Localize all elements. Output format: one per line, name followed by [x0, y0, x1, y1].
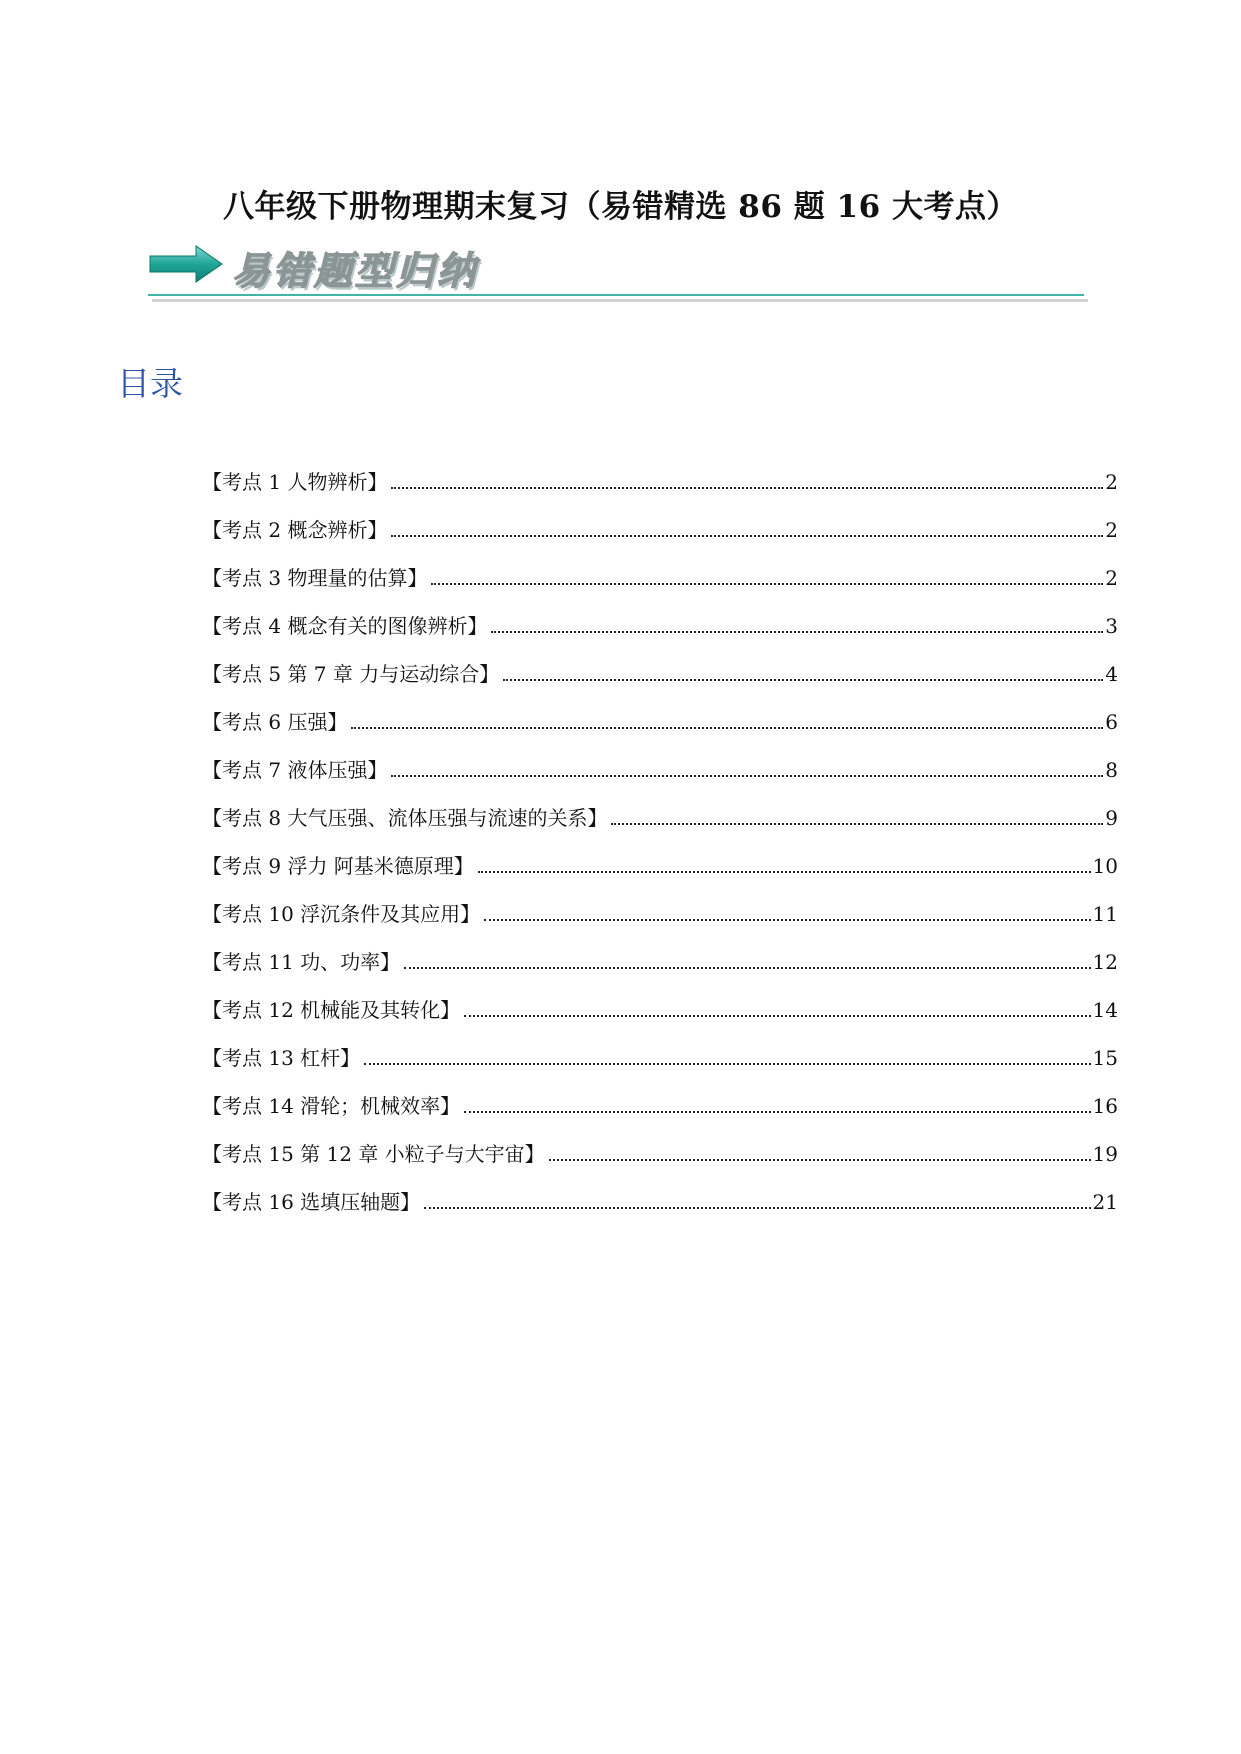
toc-entry-page: 21	[1092, 1190, 1118, 1214]
toc-dot-leader	[364, 1062, 1090, 1065]
toc-entry-label: 【考点 12 机械能及其转化】	[202, 998, 461, 1022]
toc-entry[interactable]	[202, 1166, 1118, 1214]
toc-entry[interactable]	[202, 974, 1118, 1022]
toc-entry-page: 16	[1092, 1094, 1118, 1118]
toc-entry[interactable]	[202, 878, 1118, 926]
banner-rule	[148, 294, 1084, 296]
toc-entry-page: 6	[1105, 710, 1118, 734]
toc-entry[interactable]	[202, 782, 1118, 830]
toc-entry-page: 3	[1105, 614, 1118, 638]
toc-entry-label: 【考点 1 人物辨析】	[202, 470, 388, 494]
toc-entry-label: 【考点 5 第 7 章 力与运动综合】	[202, 662, 500, 686]
toc-heading: 目录	[117, 364, 183, 403]
toc-dot-leader	[549, 1158, 1091, 1161]
toc-entry[interactable]	[202, 686, 1118, 734]
toc-dot-leader	[391, 486, 1103, 489]
toc-entry-label: 【考点 6 压强】	[202, 710, 348, 734]
toc-entry-page: 12	[1092, 950, 1118, 974]
toc-dot-leader	[464, 1014, 1090, 1017]
toc-entry-label: 【考点 4 概念有关的图像辨析】	[202, 614, 488, 638]
toc-entry-label: 【考点 3 物理量的估算】	[202, 566, 428, 590]
toc-entry[interactable]	[202, 638, 1118, 686]
toc-entry-label: 【考点 2 概念辨析】	[202, 518, 388, 542]
toc-entry-label: 【考点 14 滑轮；机械效率】	[202, 1094, 461, 1118]
toc-entry-page: 19	[1092, 1142, 1118, 1166]
arrow-right-icon	[148, 244, 224, 284]
toc-dot-leader	[391, 534, 1103, 537]
toc-entry-page: 4	[1105, 662, 1118, 686]
toc-entry-page: 8	[1105, 758, 1118, 782]
toc-entry-page: 15	[1092, 1046, 1118, 1070]
section-banner	[148, 238, 1088, 304]
toc-entry[interactable]	[202, 926, 1118, 974]
toc-entry[interactable]	[202, 1070, 1118, 1118]
toc-entry[interactable]	[202, 494, 1118, 542]
toc-dot-leader	[391, 774, 1103, 777]
toc-entry[interactable]	[202, 1022, 1118, 1070]
toc-dot-leader	[351, 726, 1103, 729]
toc-entry-label: 【考点 7 液体压强】	[202, 758, 388, 782]
toc-entry[interactable]	[202, 590, 1118, 638]
toc-dot-leader	[424, 1206, 1090, 1209]
toc-entry-page: 9	[1105, 806, 1118, 830]
toc-entry-label: 【考点 13 杠杆】	[202, 1046, 361, 1070]
table-of-contents	[202, 446, 1118, 1214]
toc-entry-label: 【考点 11 功、功率】	[202, 950, 401, 974]
toc-dot-leader	[404, 966, 1090, 969]
toc-entry-label: 【考点 10 浮沉条件及其应用】	[202, 902, 481, 926]
document-title: 八年级下册物理期末复习（易错精选 86 题 16 大考点）	[223, 188, 1018, 225]
toc-entry[interactable]	[202, 446, 1118, 494]
toc-dot-leader	[503, 678, 1103, 681]
toc-entry-label: 【考点 16 选填压轴题】	[202, 1190, 421, 1214]
toc-entry-label: 【考点 8 大气压强、流体压强与流速的关系】	[202, 806, 608, 830]
toc-entry-page: 14	[1092, 998, 1118, 1022]
banner-heading: 易错题型归纳	[232, 249, 479, 293]
toc-entry-label: 【考点 9 浮力 阿基米德原理】	[202, 854, 474, 878]
toc-entry[interactable]	[202, 830, 1118, 878]
toc-entry-page: 2	[1105, 518, 1118, 542]
toc-entry-page: 2	[1105, 566, 1118, 590]
toc-dot-leader	[478, 870, 1091, 873]
toc-dot-leader	[491, 630, 1103, 633]
toc-dot-leader	[611, 822, 1103, 825]
toc-dot-leader	[484, 918, 1090, 921]
banner-rule-shadow	[152, 299, 1088, 302]
toc-entry[interactable]	[202, 1118, 1118, 1166]
toc-entry-page: 10	[1092, 854, 1118, 878]
toc-entry[interactable]	[202, 542, 1118, 590]
toc-dot-leader	[464, 1110, 1090, 1113]
toc-entry-page: 2	[1105, 470, 1118, 494]
toc-entry-page: 11	[1092, 902, 1118, 926]
toc-dot-leader	[431, 582, 1103, 585]
toc-entry[interactable]	[202, 734, 1118, 782]
toc-entry-label: 【考点 15 第 12 章 小粒子与大宇宙】	[202, 1142, 545, 1166]
